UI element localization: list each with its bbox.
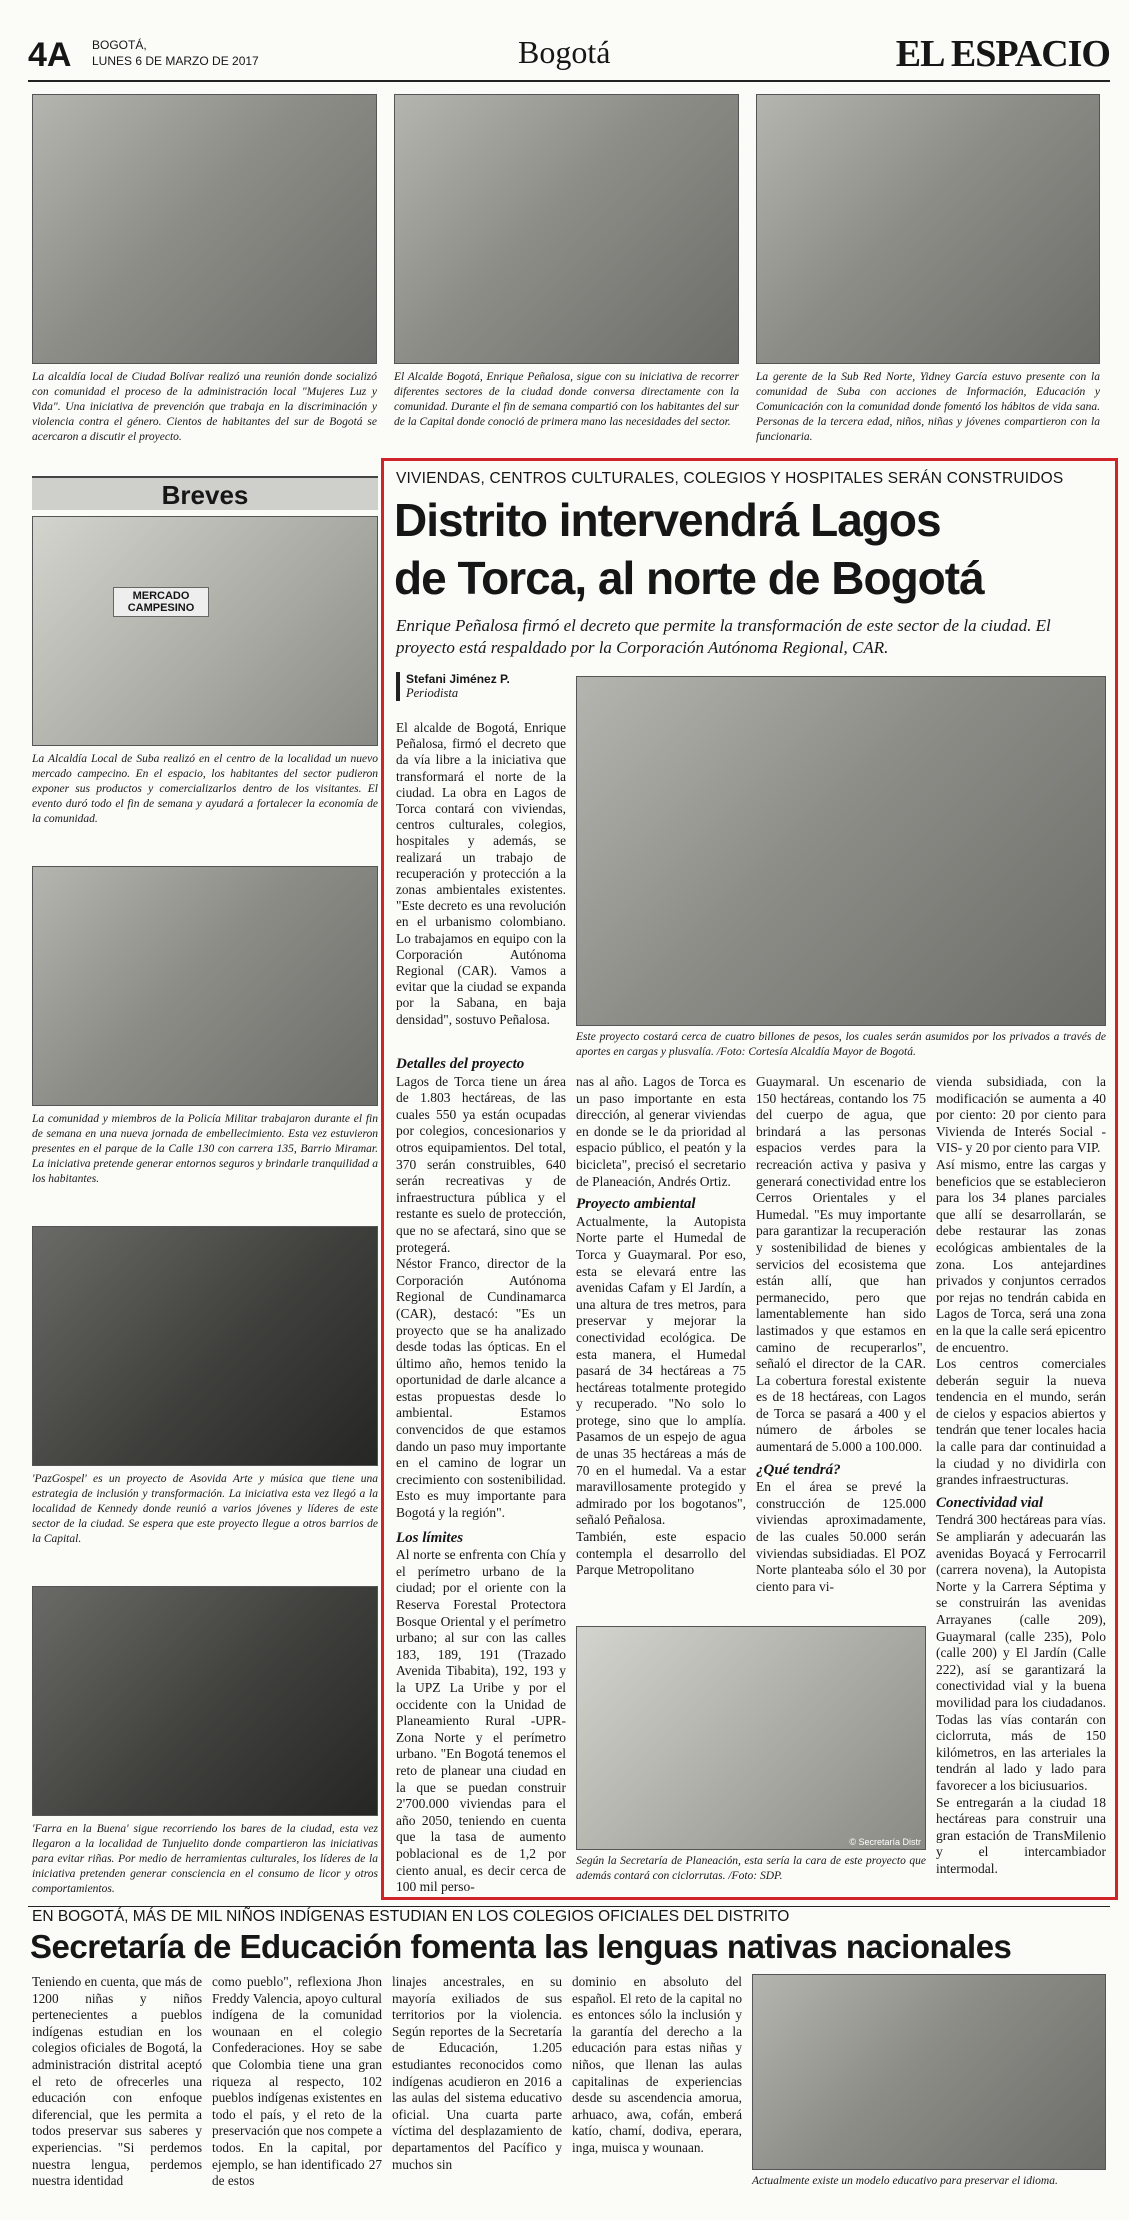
breves-title: Breves [161,480,249,510]
breves-header [32,476,378,510]
parque-paragraph: También, este espacio contempla el desarrollo del Parque Metropolitano [576,1529,746,1578]
author-role: Periodista [406,686,459,700]
main-headline-2: de Torca, al norte de Bogotá [394,552,984,604]
header-rule [28,80,1110,82]
bottom-col-4-text: dominio en absoluto del español. El reto de la capital no es entonces sólo la inclusión y la garantía del derecho a la educación para estas niñas y niños, que llenan las aulas capitalinas de experiencias desde su ascendencia amorua, arhuaco, awa, cofán, emberá katío, chamí, dodiva, eperara, inga, muisca y wounaan. [572,1974,742,2155]
bottom-col-1-text: Teniendo en cuenta, que más de 1200 niñas y niños pertenecientes a pueblos indígenas estudian en los colegios oficiales de Bogotá, la administración distrital aceptó el reto de ofrecerles una educación con enfoque diferencial, que les permita a todos preservar sus saberes y experiencias. "Si perdemos nuestra lengua, perdemos nuestra identidad [32,1974,202,2189]
main-photo-1-caption: Este proyecto costará cerca de cuatro billones de pesos, los cuales serán asumidos por los privados a través de aportes en cargas y plusvalía. /Foto: Cortesía Alcaldía Mayor de Bogotá. [576,1031,1106,1058]
breves-caption-2: La comunidad y miembros de la Policía Militar trabajaron durante el fin de semana en una nueva jornada de embellecimiento. Esta vez estuvieron presentes en el parque de la Calle 130 con carrera 135, Barrio Miramar. La iniciativa pretende generar entornos seguros y brindarle tranquilidad a los habitantes. [32,1113,378,1185]
breves-photo-2 [32,866,378,1106]
subhead-tendra: ¿Qué tendrá? [756,1461,841,1478]
top-caption-3: La gerente de la Sub Red Norte, Yidney García estuvo presente con la comunidad de Suba con acciones de Información, Educación y Comunicación con la comunidad donde fomentó los hábitos de vida sana. Personas de la tercera edad, niños, niñas y jóvenes compartieron con la funcionaria. [756,371,1100,443]
intro-paragraph: El alcalde de Bogotá, Enrique Peñalosa, firmó el decreto que da vía libre a la iniciativa que transformará el norte de la ciudad. La obra en Lagos de Torca contará con viviendas, centros culturales, colegios, hospitales y además, se realizará un trabajo de recuperación y protección a la zonas ambientales existentes. "Este decreto es una revolución en el urbanismo colombiano. Lo trabajamos en equipo con la Corporación Autónoma Regional (CAR). Vamos a evitar que la ciudad se expanda por la Sabana, en baja densidad", sostuvo Peñalosa. [396,720,566,1027]
masthead: EL ESPACIO [895,33,1110,75]
bottom-kicker: EN BOGOTÁ, MÁS DE MIL NIÑOS INDÍGENAS ESTUDIAN EN LOS COLEGIOS OFICIALES DEL DISTRITO [32,1908,790,1925]
subhead-detalles: Detalles del proyecto [396,1056,525,1072]
breves-photo-1 [32,516,378,746]
photo-2-credit: © Secretaría Distr [849,1837,921,1847]
top-photo-2 [394,94,739,364]
bottom-col-2 [212,1974,382,2190]
col2-paragraph: nas al año. Lagos de Torca es un paso importante en esta dirección, al generar viviendas en donde se le da prioridad al espacio público, el peatón y la bicicleta", precisó el secretario de Planeación, Andrés Ortiz. [576,1074,746,1189]
col3-paragraph: Guaymaral. Un escenario de 150 hectáreas, contando los 75 del cuerpo de agua, que brindará a las personas espacios verdes para la recreación activa y pasiva y generará conectividad entre los Cerros Orientales y el Humedal. "Es muy importante para garantizar la recuperación y sostenibilidad de bienes y servicios del ecosistema que están allí, que han permanecido, pero que lamentablemente han sido lastimados y que estamos en camino de recuperarlos", señaló el director de la CAR. La cobertura forestal existente es de 18 hectáreas, con Lagos de Torca se pasará a 400 y el número de árboles se aumentará de 5.000 a 100.000. [756,1074,926,1455]
breves-photo-3 [32,1226,378,1466]
breves-photo-4 [32,1586,378,1816]
main-photo-2-caption: Según la Secretaría de Planeación, esta sería la cara de este proyecto que además contará con ciclorrutas. /Foto: SDP. [576,1855,926,1882]
main-col-4 [936,1074,1106,1878]
bottom-col-2-text: como pueblo", reflexiona Jhon Freddy Valencia, apoyo cultural indígena de la comunidad wounaan en el colegio Confederaciones. Hoy se sabe que Colombia tiene una gran riqueza al respecto, 102 pueblos indígenas existentes en todo el país, y el reto de la preservación que nos compete a todos. En la capital, por ejemplo, se han identificado 27 de estos [212,1974,382,2189]
top-photo-1 [32,94,377,364]
bottom-col-3 [392,1974,562,2173]
centros-paragraph: Los centros comerciales deberán seguir la nueva tendencia en el mundo, serán de cielos y espacios abiertos y tendrán que tener locales hacia la calle para dar continuidad a la ciudad y no dividirla con grandes infraestructuras. [936,1356,1106,1488]
col4-paragraph: vienda subsidiada, con la modificación se aumenta a 40 por ciento: 20 por ciento para Vivienda de Interés Social -VIS- y 20 por ciento para VIP. [936,1074,1106,1156]
main-col-3 [756,1074,926,1595]
breves-caption-4: 'Farra en la Buena' sigue recorriendo los bares de la ciudad, esta vez llegaron a la localidad de Tunjuelito donde compartieron las iniciativas para evitar riñas. Por medio de herramientas culturales, los líderes de la iniciativa pretenden generar consciencia en el consumo de licor y otros comportamientos. [32,1823,378,1895]
main-headline-1: Distrito intervendrá Lagos [394,494,941,546]
breves-caption-3: 'PazGospel' es un proyecto de Asovida Arte y música que tiene una estrategia de inclusión y transformación. La iniciativa esta vez llegó a la localidad de Kennedy donde reunió a varios jóvenes y líderes de este sector de la ciudad. Se espera que este proyecto llegue a otros barrios de la Capital. [32,1473,378,1545]
byline [396,672,566,701]
main-col-1-intro [396,720,566,1028]
detalles-paragraph: Lagos de Torca tiene un área de 1.803 hectáreas, de las cuales 550 ya están ocupadas por colegios, concesionarios y otros equipamientos. Del total, 370 serán construibles, 640 serán recreativas y de infraestructura pública y el restante es suelo de protección, que no se afectará, sino que se protegerá. [396,1073,566,1255]
bottom-col-4 [572,1974,742,2157]
date-line-2: LUNES 6 DE MARZO DE 2017 [92,54,259,68]
main-photo-2 [576,1626,926,1850]
page-number: 4A [28,36,72,74]
market-sign: MERCADO CAMPESINO [113,587,209,617]
franco-paragraph: Néstor Franco, director de la Corporación Autónoma Regional de Cundinamarca (CAR), destacó: "Es un proyecto que se ha analizado desde todas las ópticas. En el último año, hemos tenido la oportunidad de darle alcance a estas propuestas desde lo ambiental. Estamos convencidos de que estamos dando un paso muy importante en el camino de lograr un crecimiento con sostenibilidad. Esto es muy importante para Bogotá y la región". [396,1256,566,1521]
date-line-1: BOGOTÁ, [92,38,147,52]
ambiental-paragraph: Actualmente, la Autopista Norte parte el Humedal de Torca y Guaymaral. Por eso, esta se elevará entre las avenidas Cafam y El Jardín, a una altura de tres metros, para preservar y mejorar la conectividad ecológica. De esta manera, el Humedal pasará de 34 hectáreas a 75 hectáreas totalmente protegido y recuperado. "No solo lo protege, sino que lo amplía. Pasamos de un espejo de agua de unas 35 hectáreas a más de 70 en el humedal. Va a estar maravillosamente protegido y admirado por los bogotanos", señaló Peñalosa. [576,1213,746,1528]
bottom-headline: Secretaría de Educación fomenta las lenguas nativas nacionales [30,1928,1012,1965]
top-photo-3 [756,94,1100,364]
subhead-limites: Los límites [396,1529,464,1546]
conectividad-paragraph: Tendrá 300 hectáreas para vías. Se ampliarán y adecuarán las avenidas Boyacá y Ferrocarril (carrera novena), la Autopista Norte y la Carrera Séptima y se construirán las avenidas Arrayanes (calle 209), Guaymaral (calle 235), Polo (calle 200) y El Jardín (Calle 222), así se garantizará la conectividad vial y la buena movilidad para los ciudadanos. Todas las vías contarán con ciclorruta, más de 150 kilómetros, en las arteriales la tendrán al lado y lado para favorecer a los biciusuarios. [936,1512,1106,1793]
bottom-col-1 [32,1974,202,2190]
limites-paragraph: Al norte se enfrenta con Chía y el perímetro urbano de la ciudad; por el oriente con la Reserva Forestal Protectora Bosque Oriental y el perímetro urbano; al sur con las calles 183, 189, 191 (Trazado Avenida Tibabita), 192, 193 y la UPZ La Uribe y por el occidente con la Unidad de Planeamiento Rural -UPR- Zona Norte y el perímetro urbano. "En Bogotá tenemos el reto de planear una ciudad en la que se puedan construir 2'700.000 viviendas para el año 2050, teniendo en cuenta que la tasa de aumento poblacional es de 1,2 por ciento anual, es decir cerca de 100 mil perso- [396,1547,566,1895]
section-title: Bogotá [518,34,611,70]
main-kicker: VIVIENDAS, CENTROS CULTURALES, COLEGIOS Y HOSPITALES SERÁN CONSTRUIDOS [396,470,1064,487]
subhead-ambiental: Proyecto ambiental [576,1196,696,1213]
main-deck: Enrique Peñalosa firmó el decreto que permite la transformación de este sector de la ciudad. El proyecto está respaldado por la Corporación Autónoma Regional, CAR. [396,616,1051,657]
tendra-paragraph: En el área se prevé la construcción de 125.000 viviendas aproximadamente, de las cuales 50.000 serán viviendas subsidiadas. El POZ Norte planteaba sólo el 30 por ciento para vi- [756,1479,926,1594]
bottom-col-3-text: linajes ancestrales, en su mayoría exiliados de sus territorios por la violencia. Según reportes de la Secretaría de Educación, 1.205 estudiantes reconocidos como indígenas acudieron en 2016 a las aulas del sistema educativo oficial. Una cuarta parte víctima del desplazamiento de departamentos del Pacífico y muchos sin [392,1974,562,2172]
page-header [28,28,1110,88]
top-caption-2: El Alcalde Bogotá, Enrique Peñalosa, sigue con su iniciativa de recorrer diferentes sectores de la ciudad donde conversa directamente con la comunidad. Durante el fin de semana compartió con los habitantes del sur de la Capital donde conoció de primera mano las necesidades del sector. [394,371,739,428]
main-col-2 [576,1074,746,1579]
bottom-rule [28,1906,1110,1907]
bottom-photo [752,1974,1106,2170]
main-photo-1 [576,676,1106,1026]
cargas-paragraph: Así mismo, entre las cargas y beneficios que se establecieron para los 34 planes parciales que allí se desarrollarán, se debe restaurar las zonas ecológicas ambientales de la zona. Los antejardines privados y conjuntos cerrados por rejas no tendrán cabida en Lagos de Torca, será una zona en la que la calle será epicentro de encuentro. [936,1156,1106,1355]
bottom-photo-caption: Actualmente existe un modelo educativo para preservar el idioma. [752,2175,1058,2187]
subhead-conectividad: Conectividad vial [936,1494,1044,1511]
final-paragraph: Se entregarán a la ciudad 18 hectáreas para construir una gran estación de TransMilenio y el intercambiador intermodal. [936,1794,1106,1876]
breves-caption-1: La Alcaldía Local de Suba realizó en el centro de la localidad un nuevo mercado campecino. En el espacio, los habitantes del sector pudieron exponer sus productos y comercializarlos dentro de los visitantes. El evento duró todo el fin de semana y ayudará a fortalecer la economía de la comunidad. [32,753,378,825]
top-caption-1: La alcaldía local de Ciudad Bolívar realizó una reunión donde socializó con comunidad el proceso de la administración local "Mujeres Luz y Vida". Una iniciativa de prevención que trabaja en la discriminación y violencia contra el género. Cientos de habitantes del sur de Bogotá se acercaron a discutir el proyecto. [32,371,377,443]
main-col-1 [396,1050,566,1896]
author-name: Stefani Jiménez P. [406,672,510,686]
